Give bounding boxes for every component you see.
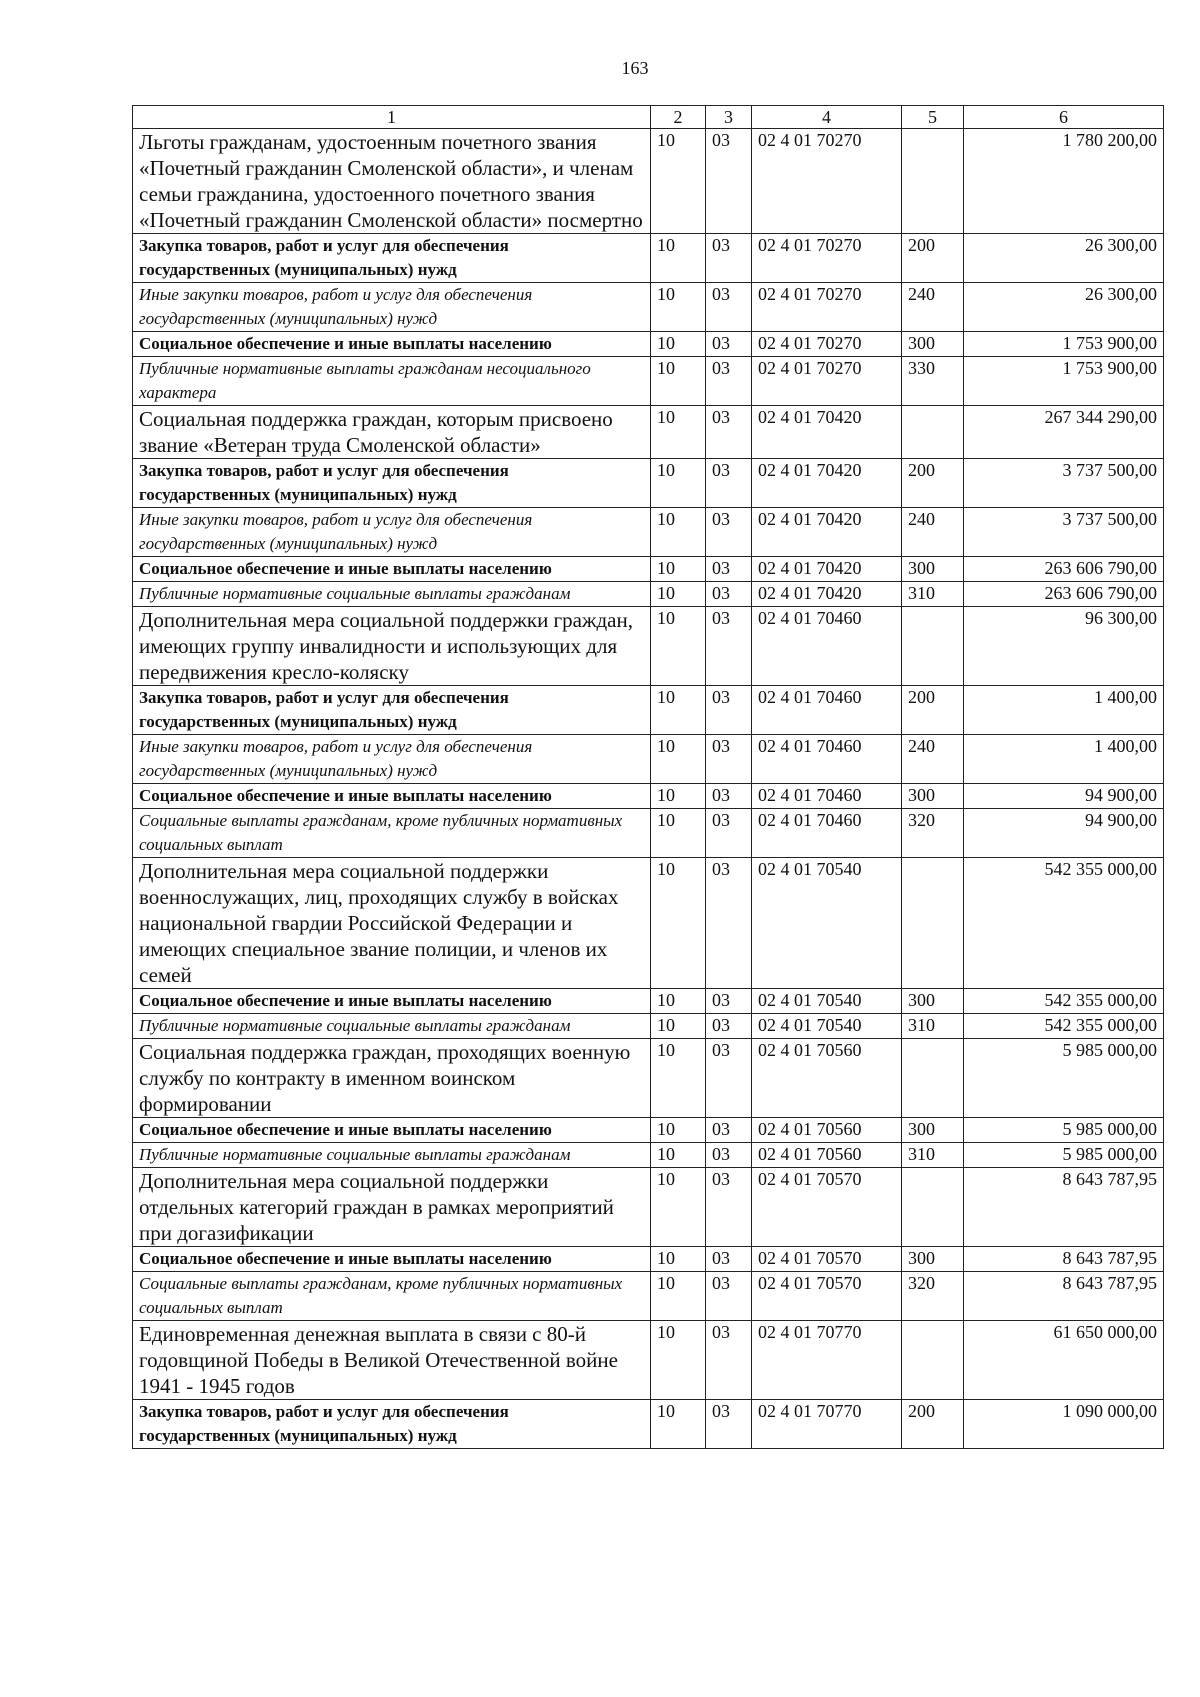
section-code: 10 (651, 1168, 706, 1247)
expense-type-code: 300 (902, 1247, 964, 1272)
table-row (133, 735, 1164, 784)
table-row (133, 332, 1164, 357)
item-name: Публичные нормативные выплаты гражданам несоциального характера (133, 357, 651, 406)
header-row (133, 106, 1164, 129)
expense-type-code (902, 129, 964, 234)
subsection-code: 03 (706, 459, 752, 508)
section-code: 10 (651, 858, 706, 989)
amount: 542 355 000,00 (964, 1014, 1164, 1039)
section-code: 10 (651, 1400, 706, 1449)
amount: 3 737 500,00 (964, 459, 1164, 508)
section-code: 10 (651, 234, 706, 283)
subsection-code: 03 (706, 234, 752, 283)
section-code: 10 (651, 607, 706, 686)
target-article-code: 02 4 01 70560 (752, 1143, 902, 1168)
expense-type-code: 240 (902, 508, 964, 557)
item-name: Иные закупки товаров, работ и услуг для обеспечения государственных (муниципальных) нужд (133, 508, 651, 557)
target-article-code: 02 4 01 70420 (752, 582, 902, 607)
item-name: Социальное обеспечение и иные выплаты населению (133, 1247, 651, 1272)
target-article-code: 02 4 01 70270 (752, 357, 902, 406)
subsection-code: 03 (706, 607, 752, 686)
table-row (133, 129, 1164, 234)
amount: 1 753 900,00 (964, 332, 1164, 357)
amount: 94 900,00 (964, 809, 1164, 858)
expense-type-code (902, 406, 964, 459)
subsection-code: 03 (706, 357, 752, 406)
target-article-code: 02 4 01 70540 (752, 858, 902, 989)
section-code: 10 (651, 332, 706, 357)
table-row (133, 582, 1164, 607)
target-article-code: 02 4 01 70270 (752, 332, 902, 357)
amount: 267 344 290,00 (964, 406, 1164, 459)
amount: 1 400,00 (964, 735, 1164, 784)
target-article-code: 02 4 01 70460 (752, 607, 902, 686)
amount: 1 780 200,00 (964, 129, 1164, 234)
column-header: 2 (651, 106, 706, 129)
subsection-code: 03 (706, 1272, 752, 1321)
expense-type-code: 300 (902, 784, 964, 809)
target-article-code: 02 4 01 70420 (752, 406, 902, 459)
table-row (133, 1118, 1164, 1143)
item-name: Социальная поддержка граждан, которым присвоено звание «Ветеран труда Смоленской области» (133, 406, 651, 459)
budget-table (132, 105, 1164, 1449)
table-row (133, 1321, 1164, 1400)
amount: 5 985 000,00 (964, 1143, 1164, 1168)
amount: 263 606 790,00 (964, 557, 1164, 582)
expense-type-code: 320 (902, 1272, 964, 1321)
target-article-code: 02 4 01 70270 (752, 129, 902, 234)
amount: 5 985 000,00 (964, 1118, 1164, 1143)
expense-type-code: 300 (902, 989, 964, 1014)
target-article-code: 02 4 01 70420 (752, 459, 902, 508)
item-name: Публичные нормативные социальные выплаты гражданам (133, 1143, 651, 1168)
section-code: 10 (651, 129, 706, 234)
amount: 8 643 787,95 (964, 1272, 1164, 1321)
table-row (133, 406, 1164, 459)
subsection-code: 03 (706, 1143, 752, 1168)
table-row (133, 357, 1164, 406)
subsection-code: 03 (706, 1168, 752, 1247)
item-name: Дополнительная мера социальной поддержки отдельных категорий граждан в рамках мероприятий при догазификации (133, 1168, 651, 1247)
column-header: 3 (706, 106, 752, 129)
target-article-code: 02 4 01 70460 (752, 784, 902, 809)
table-row (133, 1168, 1164, 1247)
subsection-code: 03 (706, 1118, 752, 1143)
subsection-code: 03 (706, 283, 752, 332)
column-header: 6 (964, 106, 1164, 129)
item-name: Социальное обеспечение и иные выплаты населению (133, 332, 651, 357)
target-article-code: 02 4 01 70540 (752, 1014, 902, 1039)
amount: 8 643 787,95 (964, 1168, 1164, 1247)
amount: 8 643 787,95 (964, 1247, 1164, 1272)
section-code: 10 (651, 989, 706, 1014)
item-name: Закупка товаров, работ и услуг для обеспечения государственных (муниципальных) нужд (133, 1400, 651, 1449)
item-name: Публичные нормативные социальные выплаты гражданам (133, 1014, 651, 1039)
item-name: Закупка товаров, работ и услуг для обеспечения государственных (муниципальных) нужд (133, 459, 651, 508)
column-header: 1 (133, 106, 651, 129)
target-article-code: 02 4 01 70270 (752, 283, 902, 332)
expense-type-code: 310 (902, 1014, 964, 1039)
expense-type-code (902, 1321, 964, 1400)
subsection-code: 03 (706, 784, 752, 809)
amount: 542 355 000,00 (964, 858, 1164, 989)
expense-type-code: 300 (902, 332, 964, 357)
section-code: 10 (651, 784, 706, 809)
target-article-code: 02 4 01 70570 (752, 1272, 902, 1321)
expense-type-code (902, 858, 964, 989)
target-article-code: 02 4 01 70570 (752, 1168, 902, 1247)
expense-type-code: 240 (902, 735, 964, 784)
expense-type-code: 200 (902, 1400, 964, 1449)
item-name: Социальное обеспечение и иные выплаты населению (133, 989, 651, 1014)
target-article-code: 02 4 01 70560 (752, 1118, 902, 1143)
amount: 542 355 000,00 (964, 989, 1164, 1014)
expense-type-code: 200 (902, 459, 964, 508)
section-code: 10 (651, 459, 706, 508)
section-code: 10 (651, 1143, 706, 1168)
target-article-code: 02 4 01 70770 (752, 1321, 902, 1400)
target-article-code: 02 4 01 70270 (752, 234, 902, 283)
section-code: 10 (651, 735, 706, 784)
subsection-code: 03 (706, 557, 752, 582)
amount: 1 090 000,00 (964, 1400, 1164, 1449)
table-row (133, 1272, 1164, 1321)
item-name: Иные закупки товаров, работ и услуг для обеспечения государственных (муниципальных) нужд (133, 283, 651, 332)
table-row (133, 234, 1164, 283)
table-row (133, 1014, 1164, 1039)
item-name: Социальное обеспечение и иные выплаты населению (133, 1118, 651, 1143)
table-row (133, 989, 1164, 1014)
section-code: 10 (651, 1272, 706, 1321)
target-article-code: 02 4 01 70460 (752, 735, 902, 784)
amount: 26 300,00 (964, 283, 1164, 332)
item-name: Закупка товаров, работ и услуг для обеспечения государственных (муниципальных) нужд (133, 234, 651, 283)
section-code: 10 (651, 406, 706, 459)
expense-type-code: 300 (902, 557, 964, 582)
item-name: Закупка товаров, работ и услуг для обеспечения государственных (муниципальных) нужд (133, 686, 651, 735)
table-row (133, 1039, 1164, 1118)
item-name: Иные закупки товаров, работ и услуг для обеспечения государственных (муниципальных) нужд (133, 735, 651, 784)
target-article-code: 02 4 01 70770 (752, 1400, 902, 1449)
expense-type-code: 200 (902, 234, 964, 283)
table-row (133, 459, 1164, 508)
section-code: 10 (651, 809, 706, 858)
section-code: 10 (651, 1321, 706, 1400)
item-name: Социальные выплаты гражданам, кроме публичных нормативных социальных выплат (133, 809, 651, 858)
item-name: Социальные выплаты гражданам, кроме публичных нормативных социальных выплат (133, 1272, 651, 1321)
subsection-code: 03 (706, 406, 752, 459)
subsection-code: 03 (706, 858, 752, 989)
table-row (133, 508, 1164, 557)
section-code: 10 (651, 1118, 706, 1143)
section-code: 10 (651, 1039, 706, 1118)
expense-type-code (902, 607, 964, 686)
subsection-code: 03 (706, 508, 752, 557)
amount: 94 900,00 (964, 784, 1164, 809)
subsection-code: 03 (706, 1014, 752, 1039)
subsection-code: 03 (706, 1321, 752, 1400)
subsection-code: 03 (706, 989, 752, 1014)
section-code: 10 (651, 686, 706, 735)
subsection-code: 03 (706, 332, 752, 357)
subsection-code: 03 (706, 735, 752, 784)
table-row (133, 1247, 1164, 1272)
item-name: Социальное обеспечение и иные выплаты населению (133, 784, 651, 809)
section-code: 10 (651, 557, 706, 582)
amount: 3 737 500,00 (964, 508, 1164, 557)
subsection-code: 03 (706, 582, 752, 607)
expense-type-code: 300 (902, 1118, 964, 1143)
subsection-code: 03 (706, 809, 752, 858)
subsection-code: 03 (706, 1039, 752, 1118)
amount: 61 650 000,00 (964, 1321, 1164, 1400)
amount: 26 300,00 (964, 234, 1164, 283)
expense-type-code: 310 (902, 582, 964, 607)
target-article-code: 02 4 01 70560 (752, 1039, 902, 1118)
target-article-code: 02 4 01 70420 (752, 508, 902, 557)
table-row (133, 607, 1164, 686)
section-code: 10 (651, 508, 706, 557)
item-name: Публичные нормативные социальные выплаты гражданам (133, 582, 651, 607)
column-header: 4 (752, 106, 902, 129)
table-row (133, 1143, 1164, 1168)
table-row (133, 784, 1164, 809)
amount: 96 300,00 (964, 607, 1164, 686)
item-name: Дополнительная мера социальной поддержки граждан, имеющих группу инвалидности и использующих для передвижения кресло-коляску (133, 607, 651, 686)
table-row (133, 858, 1164, 989)
expense-type-code: 200 (902, 686, 964, 735)
table-body (133, 129, 1164, 1449)
item-name: Льготы гражданам, удостоенным почетного звания «Почетный гражданин Смоленской области», и членам семьи гражданина, удостоенного почетного звания «Почетный гражданин Смоленской области» посмертно (133, 129, 651, 234)
section-code: 10 (651, 283, 706, 332)
item-name: Единовременная денежная выплата в связи с 80-й годовщиной Победы в Великой Отечественной войне 1941 - 1945 годов (133, 1321, 651, 1400)
target-article-code: 02 4 01 70420 (752, 557, 902, 582)
section-code: 10 (651, 1014, 706, 1039)
item-name: Дополнительная мера социальной поддержки военнослужащих, лиц, проходящих службу в войсках национальной гвардии Российской Федерации и имеющих специальное звание полиции, и членов их семей (133, 858, 651, 989)
item-name: Социальное обеспечение и иные выплаты населению (133, 557, 651, 582)
section-code: 10 (651, 582, 706, 607)
expense-type-code (902, 1168, 964, 1247)
expense-type-code: 240 (902, 283, 964, 332)
expense-type-code: 330 (902, 357, 964, 406)
amount: 263 606 790,00 (964, 582, 1164, 607)
section-code: 10 (651, 1247, 706, 1272)
amount: 1 400,00 (964, 686, 1164, 735)
subsection-code: 03 (706, 1400, 752, 1449)
expense-type-code: 310 (902, 1143, 964, 1168)
subsection-code: 03 (706, 129, 752, 234)
target-article-code: 02 4 01 70570 (752, 1247, 902, 1272)
target-article-code: 02 4 01 70460 (752, 686, 902, 735)
target-article-code: 02 4 01 70460 (752, 809, 902, 858)
table-row (133, 1400, 1164, 1449)
expense-type-code (902, 1039, 964, 1118)
table-row (133, 686, 1164, 735)
amount: 5 985 000,00 (964, 1039, 1164, 1118)
item-name: Социальная поддержка граждан, проходящих военную службу по контракту в именном воинском формировании (133, 1039, 651, 1118)
expense-type-code: 320 (902, 809, 964, 858)
table-row (133, 809, 1164, 858)
column-header: 5 (902, 106, 964, 129)
page-number: 163 (621, 58, 649, 78)
table-row (133, 283, 1164, 332)
section-code: 10 (651, 357, 706, 406)
subsection-code: 03 (706, 1247, 752, 1272)
table-row (133, 557, 1164, 582)
target-article-code: 02 4 01 70540 (752, 989, 902, 1014)
subsection-code: 03 (706, 686, 752, 735)
amount: 1 753 900,00 (964, 357, 1164, 406)
